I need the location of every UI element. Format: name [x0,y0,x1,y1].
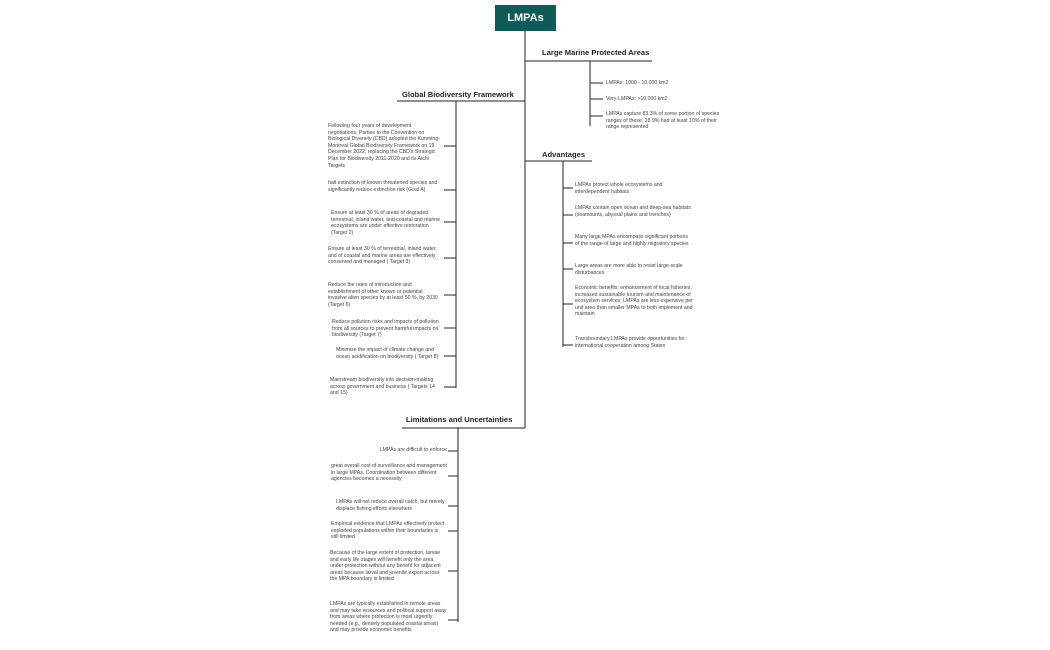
leaf-lim-6[interactable]: LMPAs are typically established in remote areas and may take resources and political support away from areas where protection is most urgently needed (e.g., densely populated coastal areas) and may provide economic benefits [330,601,447,634]
leaf-large-1[interactable]: LMPAs: 1000 - 10,000 km2 [606,80,669,86]
leaf-gbf-1[interactable]: Following four years of development negotiations, Parties to the Convention on Biological Diversity (CBD) adopted the Kunming-Montreal Global Biodiversity Framework on 19 December 2022, replacing the CBD's Strategic Plan for Biodiversity 2011-2020 and its Aichi Targets [328,123,440,169]
leaf-gbf-8[interactable]: Mainstream biodiversity into decision-making across government and business ( Targets 14 and 15) [330,377,435,397]
leaf-gbf-2[interactable]: halt extinction of known threatened species and significantly reduce extinction risk (Goal A) [328,180,438,193]
leaf-adv-3[interactable]: Many large MPAs encompass significant portions of the range of large and highly migratory species [575,234,689,247]
branch-gbf[interactable]: Global Biodiversity Framework [402,90,514,99]
leaf-lim-1[interactable]: LMPAs are difficult to enforce [379,447,447,453]
leaf-gbf-4[interactable]: Ensure at least 30 % of terrestrial, inland water, and of coastal and marine areas are effectively conserved and managed ( Target 3) [328,246,437,266]
leaf-adv-4[interactable]: Large areas are more able to resist large-scale disturbances [575,263,683,276]
leaf-lim-5[interactable]: Because of the large extent of protection, larvae and early life stages will benefit only the area under protection without any benefit for adjacent areas because larval and juvenile export across the MPA boundary is limited [330,550,441,583]
leaf-lim-4[interactable]: Empirical evidence that LMPAs effectively protect exploited populations within their boundaries is still limited [331,521,445,541]
leaf-adv-5[interactable]: Economic benefits: enhancement of local fisheries, increased sustainable tourism and maintenance of ecosystem services; LMPAs are less expensive per unit area than smaller MPAs to both implement and maintain [575,285,693,318]
leaf-large-3[interactable]: LMPAs capture 83.3% of some portion of species ranges of these, 28.9% had at least 10% of their range represented [606,111,720,131]
branch-advantages[interactable]: Advantages [542,150,586,159]
leaf-gbf-5[interactable]: Reduce the rates of introduction and establishment of other known or potential invasive alien species by at least 50 %, by 2030 (Target 6) [328,282,438,308]
leaf-adv-2[interactable]: LMPAs contain open ocean and deep-sea habitats (seamounts, abyssal plains and trenches) [575,205,691,218]
leaf-adv-1[interactable]: LMPAs protect whole ecosystems and interdependent habitats [575,182,663,195]
root-node[interactable]: LMPAs [495,5,556,31]
leaf-gbf-3[interactable]: Ensure at least 30 % of areas of degraded terrestrial, inland water, and coastal and marine ecosystems are under effective restoration (Target 2) [331,210,440,236]
leaf-lim-2[interactable]: great overall cost of surveillance and management in large MPAs. Coordination between different agencies becomes a necessity [331,463,447,483]
leaf-adv-6[interactable]: Transboundary LMPAs provide opportunities for international cooperation among States [575,336,685,349]
leaf-gbf-7[interactable]: Minimise the impact of climate change and ocean acidification on biodiversity ( Target 8) [336,347,439,360]
leaf-lim-3[interactable]: LMPAs will not reduce overall catch, but merely displace fishing efforts elsewhere [336,499,445,512]
branch-large-mpas[interactable]: Large Marine Protected Areas [542,48,650,57]
branch-limitations[interactable]: Limitations and Uncertainties [406,415,513,424]
leaf-gbf-6[interactable]: Reduce pollution risks and impacts of pollution from all sources to prevent harmful impacts on biodiversity (Target 7) [332,319,439,339]
leaf-large-2[interactable]: Very-LMPAs: >10,000 km2 [606,96,668,102]
